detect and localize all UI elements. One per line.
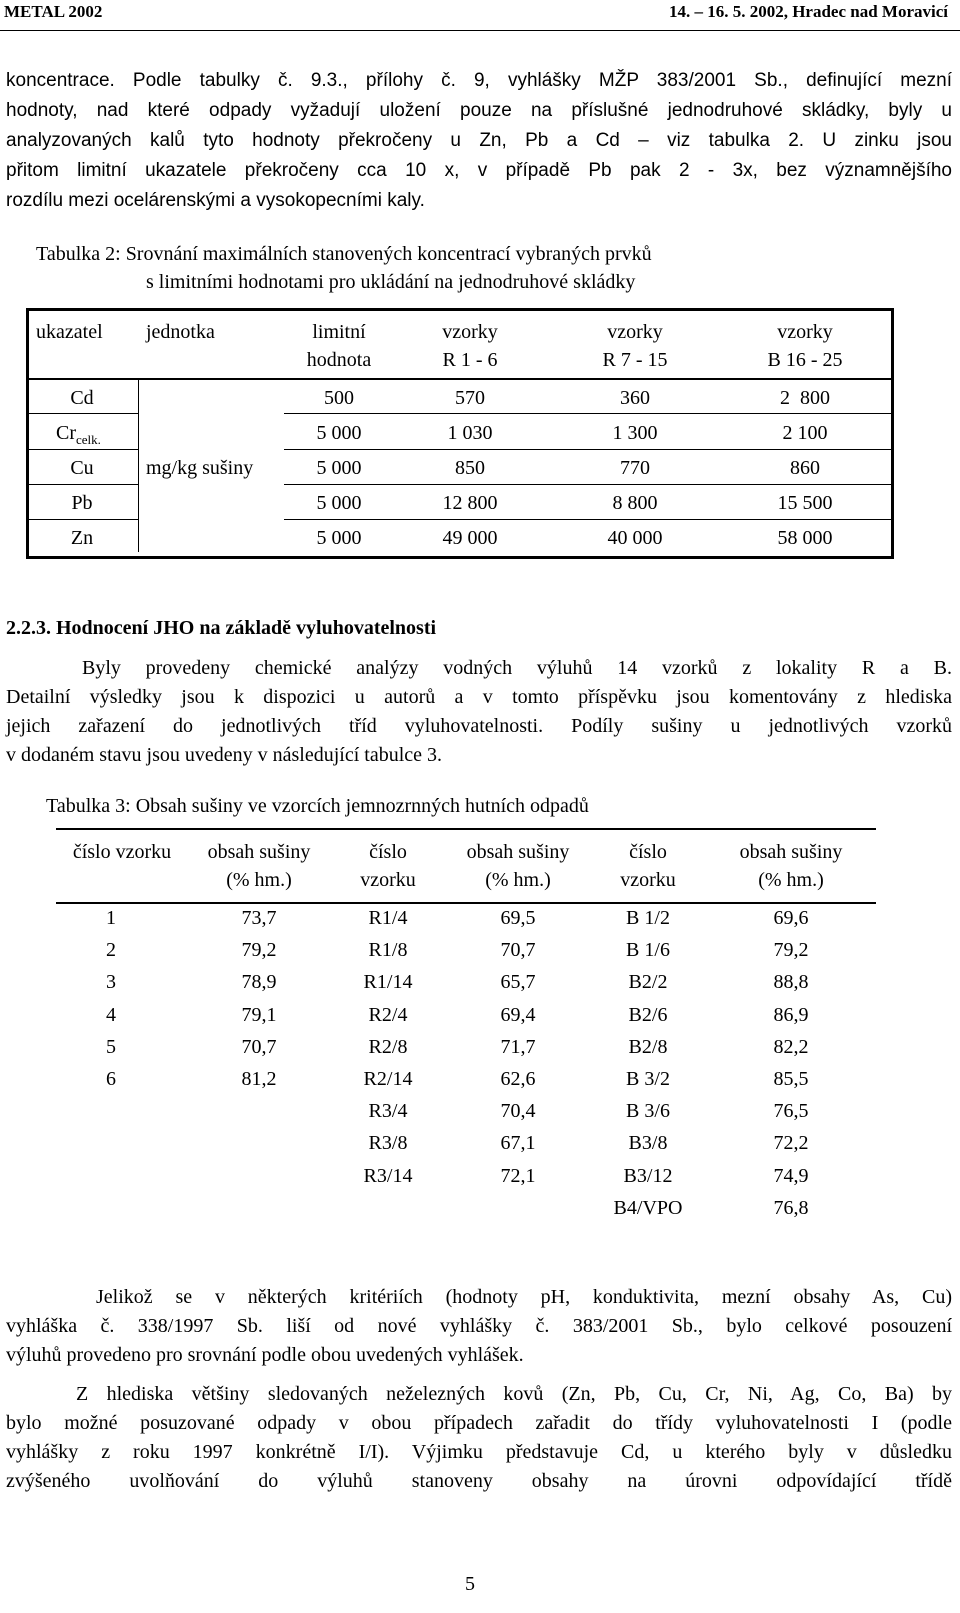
- table3-cell: 88,8: [773, 971, 809, 994]
- text-line: analyzovaných kalů tyto hodnoty překročeny u Zn, Pb a Cd – viz tabulka 2. U zinku jsou: [6, 130, 952, 151]
- header-date-place: 14. – 16. 5. 2002, Hradec nad Moravicí: [668, 2, 948, 21]
- table3-header: číslo: [629, 841, 667, 863]
- text-line: vyhlášky z roku 1997 konkrétně I/I). Výjimku představuje Cd, u kterého byly v důsledku: [6, 1441, 952, 1463]
- table3-header-rule: [56, 902, 876, 904]
- table3-cell: R3/8: [368, 1132, 408, 1155]
- table2-cell: 360: [620, 387, 650, 409]
- table2-row-rule: [284, 519, 891, 520]
- table3-header: (% hm.): [485, 869, 551, 891]
- table3-cell: 69,4: [500, 1003, 536, 1026]
- table3-cell: R2/14: [363, 1068, 413, 1090]
- table3-header: vzorku: [620, 869, 676, 891]
- table3-cell: 70,7: [241, 1035, 277, 1058]
- table2-element: Zn: [70, 527, 94, 549]
- table2-cell: 770: [620, 457, 650, 479]
- table2-element: Cu: [70, 457, 94, 479]
- table2-caption-line2: s limitními hodnotami pro ukládání na jednodruhové skládky: [146, 271, 636, 293]
- table2-header-jednotka: jednotka: [146, 321, 215, 343]
- table2-header-limit: limitní: [312, 321, 366, 343]
- paragraph-leaching: [6, 654, 952, 770]
- table2-caption-line1: Tabulka 2: Srovnání maximálních stanovených koncentrací vybraných prvků: [36, 243, 652, 265]
- table3-cell: 69,5: [500, 907, 536, 929]
- table2-cell: 15 500: [777, 492, 833, 514]
- table2-cell: 5 000: [316, 422, 362, 444]
- table3-header: obsah sušiny: [739, 841, 843, 863]
- table3-cell: 69,6: [773, 907, 809, 929]
- table2-cell: 500: [324, 387, 354, 409]
- table2-cell: 40 000: [607, 527, 663, 549]
- table2-element: Cd: [70, 387, 94, 409]
- text-line: výluhů provedeno pro srovnání podle obou uvedených vyhlášek.: [6, 1344, 524, 1366]
- table3-cell: 4: [106, 1003, 116, 1026]
- text-line: zvýšeného uvolňování do výluhů stanoveny obsahy na úrovni odpovídající třídě: [6, 1470, 952, 1492]
- text-line: Detailní výsledky jsou k dispozici u autorů a v tomto příspěvku jsou komentovány z hlediska: [6, 686, 952, 708]
- table2-cell: 8 800: [612, 492, 658, 514]
- table3-cell: B2/8: [628, 1035, 668, 1058]
- table3-cell: B3/8: [628, 1132, 668, 1155]
- text-line: bylo možné posuzované odpady v obou případech zařadit do třídy vyluhovatelnosti I (podle: [6, 1412, 952, 1434]
- table3-header: obsah sušiny: [207, 841, 311, 863]
- table2-cell: 5 000: [316, 457, 362, 479]
- table3-cell: 81,2: [241, 1068, 277, 1090]
- table3-cell: 73,7: [241, 907, 277, 929]
- table3-cell: 76,5: [773, 1100, 809, 1123]
- table2-header-ukazatel: ukazatel: [36, 321, 103, 343]
- table2-header-b-2: B 16 - 25: [767, 349, 843, 371]
- text-line: jejich zařazení do jednotlivých tříd vyluhovatelnosti. Podíly sušiny u jednotlivých vzorků: [6, 715, 952, 737]
- table3-cell: 78,9: [241, 971, 277, 994]
- table3-cell: 70,7: [500, 939, 536, 962]
- table2-cell: 5 000: [316, 492, 362, 514]
- table2-row-rule: [284, 449, 891, 450]
- table3-header: obsah sušiny: [466, 841, 570, 863]
- table2-cell: 850: [455, 457, 485, 479]
- paragraph-criteria: [6, 1283, 952, 1370]
- table3-cell: R1/14: [363, 971, 413, 994]
- table3-cell: 85,5: [773, 1068, 809, 1090]
- table3-header: číslo vzorku: [72, 841, 172, 863]
- table2-element: [56, 421, 101, 452]
- element-symbol: Cr: [56, 422, 76, 444]
- table3-cell: 2: [106, 939, 116, 962]
- table2-cell: 2 800: [780, 387, 830, 409]
- table3-header: (% hm.): [758, 869, 824, 891]
- paragraph-metals: [6, 1380, 952, 1496]
- page-number: 5: [465, 1573, 475, 1595]
- text-line: Byly provedeny chemické analýzy vodných výluhů 14 vzorků z lokality R a B.: [82, 657, 952, 679]
- table3-cell: B 1/2: [626, 907, 670, 929]
- table2-header-r1: vzorky: [442, 321, 498, 343]
- table2-header-limit-2: hodnota: [306, 349, 372, 371]
- table3-cell: 79,2: [773, 939, 809, 962]
- table3-cell: B4/VPO: [613, 1196, 683, 1219]
- table2-cell: 49 000: [442, 527, 498, 549]
- table3-cell: R1/4: [368, 907, 408, 929]
- table2-header-r2-2: R 7 - 15: [602, 349, 668, 371]
- table3-cell: R1/8: [368, 939, 408, 962]
- text-line: Z hlediska většiny sledovaných neželezných kovů (Zn, Pb, Cu, Cr, Ni, Ag, Co, Ba) by: [76, 1383, 952, 1405]
- table3-cell: 62,6: [500, 1068, 536, 1090]
- table3-cell: B3/12: [623, 1164, 673, 1187]
- table2-cell: 5 000: [316, 527, 362, 549]
- table2-row-rule: [26, 519, 138, 520]
- table2-header-r1-2: R 1 - 6: [442, 349, 498, 371]
- table2-element: Pb: [71, 492, 93, 514]
- table2-col-rule: [138, 378, 139, 552]
- table3-cell: 65,7: [500, 971, 536, 994]
- table2-row-rule: [26, 484, 138, 485]
- table2-cell: 2 100: [782, 422, 828, 444]
- running-header: [0, 0, 960, 30]
- table3-cell: R3/14: [363, 1164, 413, 1187]
- table3-cell: 71,7: [500, 1035, 536, 1058]
- paragraph-intro: [6, 66, 952, 216]
- table3-cell: 79,1: [241, 1003, 277, 1026]
- table3-cell: B2/6: [628, 1003, 668, 1026]
- table3-cell: 82,2: [773, 1035, 809, 1058]
- table2-cell: 1 300: [612, 422, 658, 444]
- table3-cell: 72,2: [773, 1132, 809, 1155]
- table3-cell: B2/2: [628, 971, 668, 994]
- table3-cell: 74,9: [773, 1164, 809, 1187]
- table3-cell: R2/8: [368, 1035, 408, 1058]
- table3-cell: 72,1: [500, 1164, 536, 1187]
- table2-header-rule: [26, 378, 891, 380]
- table3-header: číslo: [369, 841, 407, 863]
- table2-cell: 58 000: [777, 527, 833, 549]
- text-line: koncentrace. Podle tabulky č. 9.3., přílohy č. 9, vyhlášky MŽP 383/2001 Sb., definující mezní: [6, 70, 952, 91]
- text-line: hodnoty, nad které odpady vyžadují uložení pouze na příslušné jednodruhové skládky, byly u: [6, 100, 952, 121]
- table3-cell: 6: [106, 1068, 116, 1090]
- table3-cell: 70,4: [500, 1100, 536, 1123]
- table3-caption: Tabulka 3: Obsah sušiny ve vzorcích jemnozrnných hutních odpadů: [46, 795, 589, 817]
- table3-cell: 67,1: [500, 1132, 536, 1155]
- table3-cell: 5: [106, 1035, 116, 1058]
- table3-cell: R3/4: [368, 1100, 408, 1123]
- table2-cell: 1 030: [447, 422, 493, 444]
- table3-cell: 86,9: [773, 1003, 809, 1026]
- table2-row-rule: [284, 413, 891, 414]
- table2-unit: mg/kg sušiny: [146, 457, 254, 479]
- table2-cell: 570: [455, 387, 485, 409]
- header-conference: METAL 2002: [4, 2, 103, 21]
- table3-top-rule: [56, 828, 876, 830]
- table3-cell: 79,2: [241, 939, 277, 962]
- text-line: Jelikož se v některých kritériích (hodnoty pH, konduktivita, mezní obsahy As, Cu): [96, 1286, 952, 1308]
- table3-cell: 76,8: [773, 1196, 809, 1219]
- text-line: rozdílu mezi ocelárenskými a vysokopecními kaly.: [6, 190, 425, 211]
- table3-header: (% hm.): [226, 869, 292, 891]
- text-line: přitom limitní ukazatele překročeny cca 10 x, v případě Pb pak 2 - 3x, bez významnějšího: [6, 160, 952, 181]
- table2-cell: 860: [790, 457, 820, 479]
- header-rule: [0, 30, 960, 31]
- table2-cell: 12 800: [442, 492, 498, 514]
- table3-cell: B 3/2: [626, 1068, 670, 1090]
- table3-cell: B 3/6: [626, 1100, 670, 1123]
- table3-cell: B 1/6: [626, 939, 670, 962]
- table3-cell: 3: [106, 971, 116, 994]
- element-subscript: celk.: [76, 432, 101, 447]
- text-line: v dodaném stavu jsou uvedeny v následující tabulce 3.: [6, 744, 443, 766]
- table3-cell: R2/4: [368, 1003, 408, 1026]
- section-heading: 2.2.3. Hodnocení JHO na základě vyluhovatelnosti: [6, 617, 437, 639]
- table3-header: vzorku: [360, 869, 416, 891]
- table2-row-rule: [284, 484, 891, 485]
- text-line: vyhláška č. 338/1997 Sb. liší od nové vyhlášky č. 383/2001 Sb., bylo celkové posouzení: [6, 1315, 952, 1337]
- table2-header-b: vzorky: [777, 321, 833, 343]
- table3-cell: 1: [106, 907, 116, 929]
- table2-header-r2: vzorky: [607, 321, 663, 343]
- table2-row-rule: [26, 413, 138, 414]
